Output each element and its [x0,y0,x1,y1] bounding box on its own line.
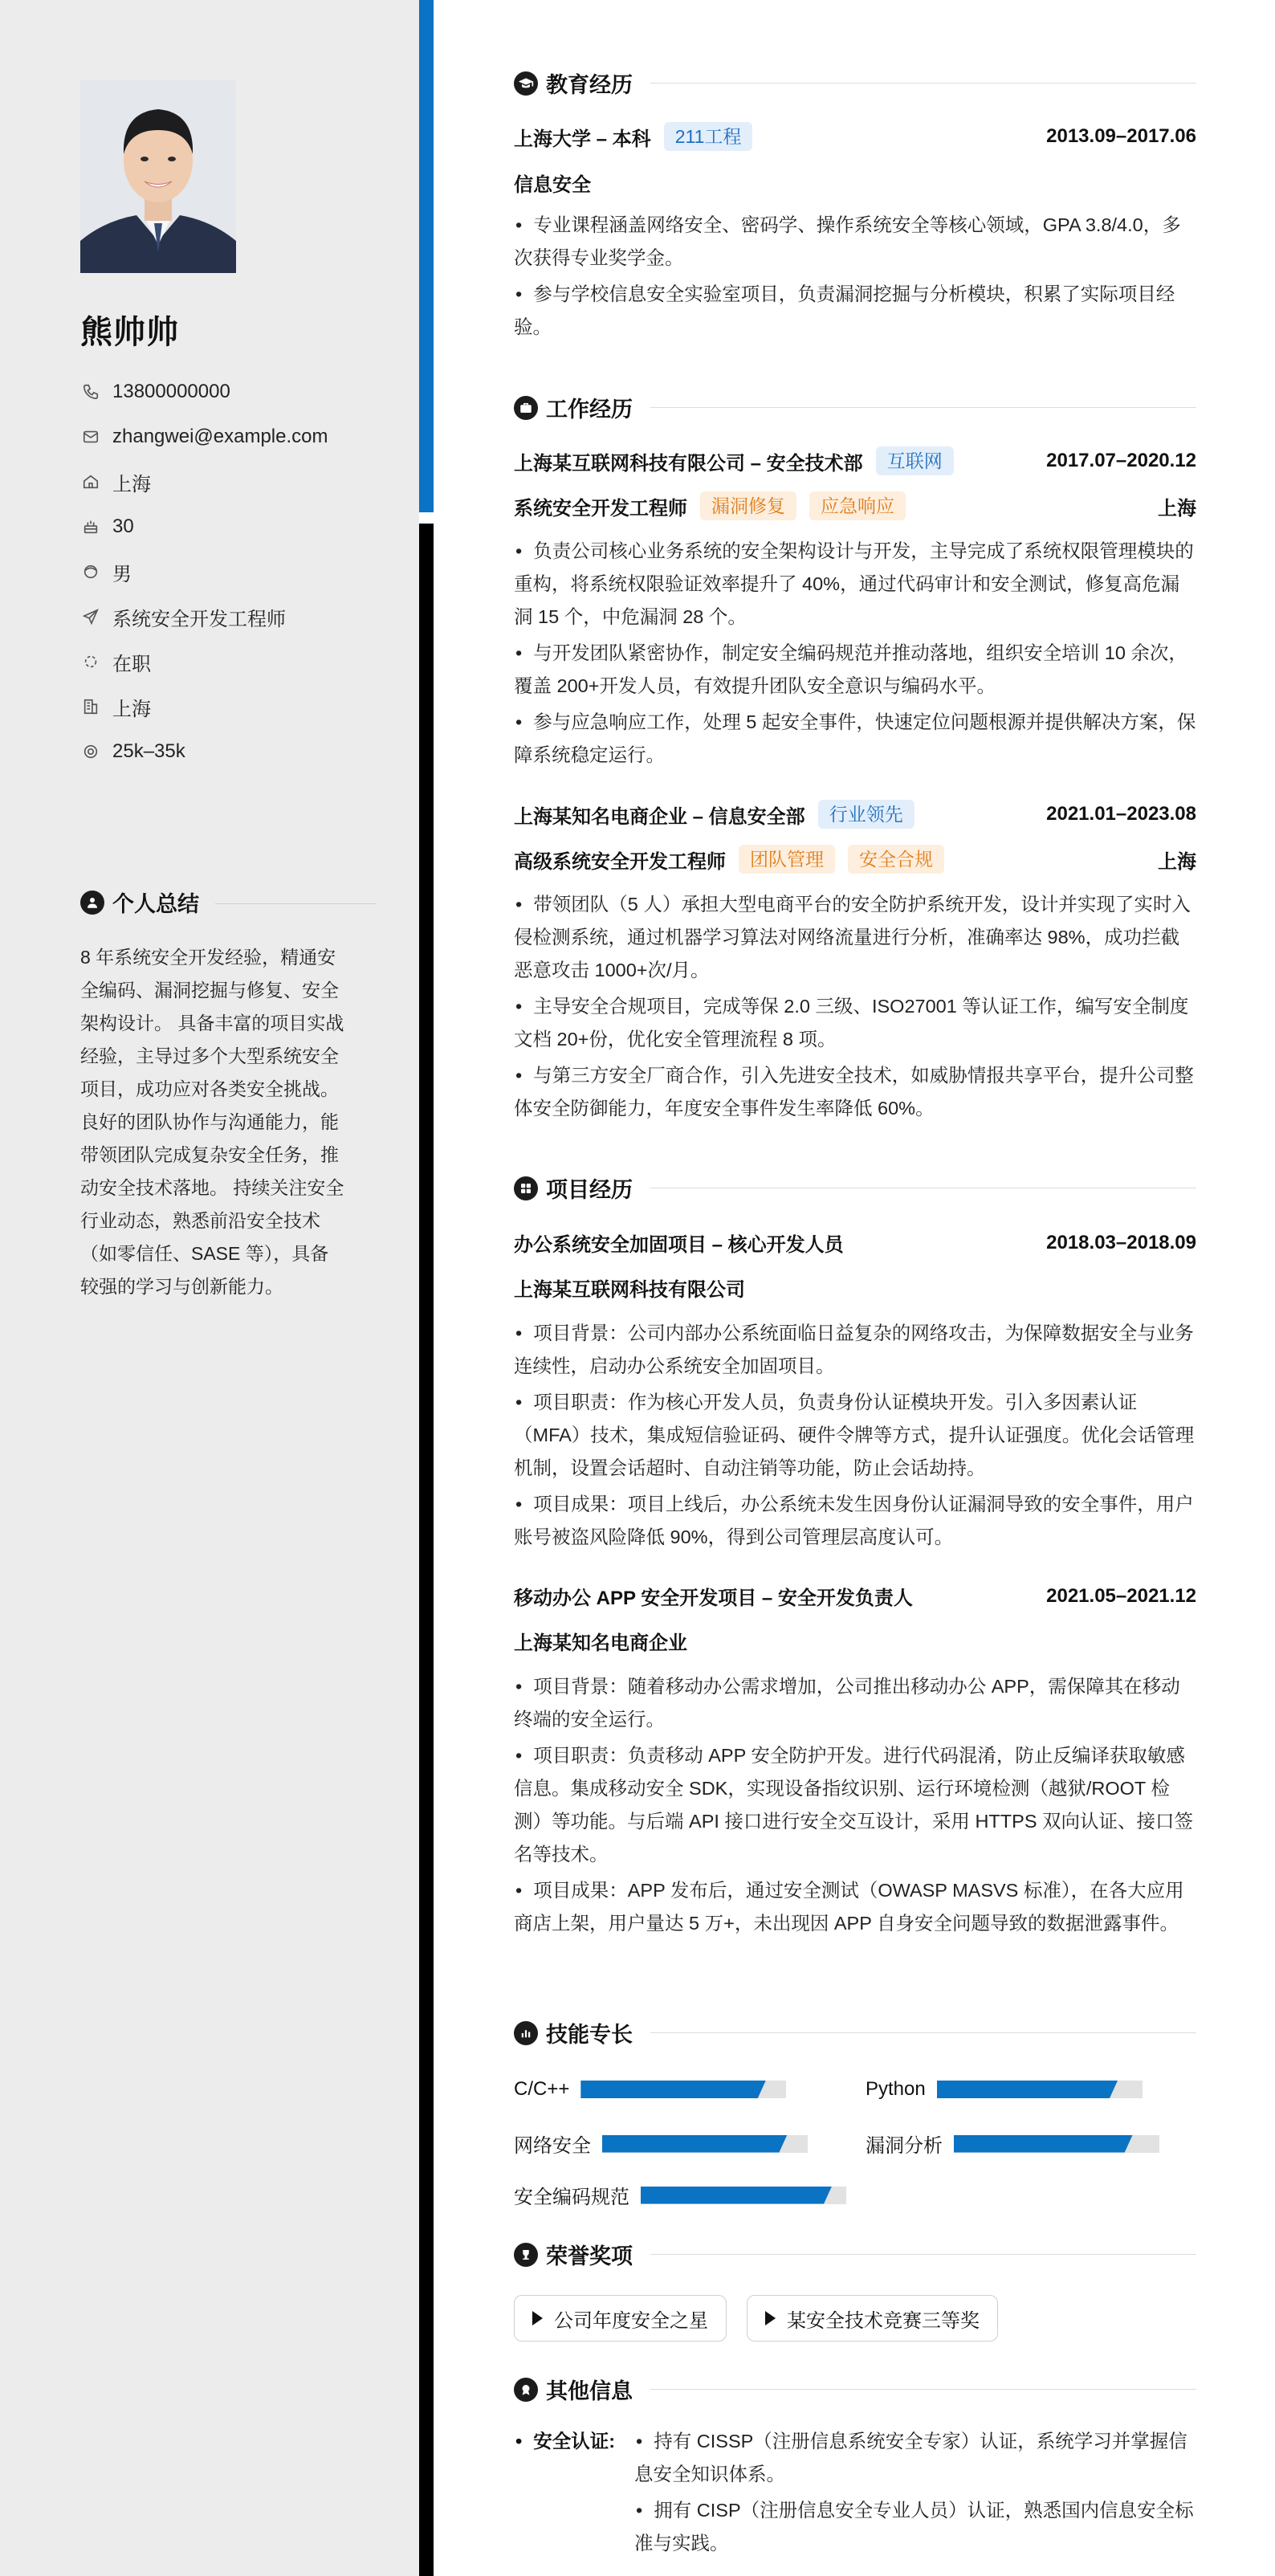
summary-divider [215,903,376,904]
chart-icon [514,2021,538,2045]
company-tag: 互联网 [876,446,954,475]
skill-item [514,2078,786,2101]
info-age [80,504,401,549]
skill-bar [641,2187,846,2204]
skill-name: 网络安全 [514,2135,591,2157]
list-item: • 专业课程涵盖网络安全、密码学、操作系统安全等核心领域，GPA 3.8/4.0，多次获得专业奖学金。 [514,209,1196,275]
role-tag: 应急响应 [809,491,906,520]
project-period: 2018.03–2018.09 [1046,1231,1196,1253]
skills-heading [514,2017,1196,2048]
skill-bar-fill [602,2135,787,2153]
education-bullets [514,209,1196,347]
skill-bar [580,2081,786,2098]
school-name: 上海大学 – 本科 [514,128,651,150]
list-item: • 主导安全合规项目，完成等保 2.0 三级、ISO27001 等认证工作，编写安全制度文档 20+份，优化安全管理流程 8 项。 [514,990,1196,1056]
dark-divider [419,524,434,2576]
phone-text: 13800000000 [112,381,230,402]
list-item: • 项目成果：APP 发布后，通过安全测试（OWASP MASVS 标准），在各大应用商店上架，用户量达 5 万+，未出现因 APP 自身安全问题导致的数据泄露事件。 [514,1874,1196,1940]
list-item: • 与第三方安全厂商合作，引入先进安全技术，如威胁情报共享平台，提升公司整体安全防御能力，年度安全事件发生率降低 60%。 [514,1059,1196,1125]
job-location: 上海 [1158,497,1196,520]
education-row [514,122,1196,151]
job-period: 2021.01–2023.08 [1046,803,1196,825]
other-heading [514,2374,1196,2405]
list-item: • 带领团队（5 人）承担大型电商平台的安全防护系统开发，设计并实现了实时入侵检测系统，通过机器学习算法对网络流量进行分析，准确率达 98%，成功拦截恶意攻击 1000+次/月。 [514,888,1196,987]
list-item: • 参与应急响应工作，处理 5 起安全事件，快速定位问题根源并提供解决方案，保障系统稳定运行。 [514,706,1196,772]
send-icon [80,606,101,627]
work-heading [514,392,1196,423]
user-icon [80,891,104,915]
job-company: 上海某互联网科技有限公司 – 安全技术部 [514,452,863,475]
section-divider [650,2389,1196,2390]
skill-name: 漏洞分析 [866,2135,943,2157]
education-period: 2013.09–2017.06 [1046,125,1196,147]
position-text: 系统安全开发工程师 [112,608,286,630]
major-row [514,169,1196,197]
list-item: • 参与学校信息安全实验室项目，负责漏洞挖掘与分析模块，积累了实际项目经验。 [514,278,1196,344]
section-divider [650,2032,1196,2033]
project-name: 办公系统安全加固项目 – 核心开发人员 [514,1234,844,1256]
skill-bar [937,2081,1143,2098]
accent-divider [419,0,434,512]
education-heading [514,67,1196,99]
project-bullets [514,1670,1196,1943]
role-tag: 团队管理 [739,845,835,874]
award-label: 某安全技术竞赛三等奖 [787,2309,980,2332]
skill-bar-fill [580,2081,765,2098]
mail-icon [80,426,101,447]
skill-bar-fill [954,2135,1133,2153]
play-icon [532,2311,543,2325]
project-period: 2021.05–2021.12 [1046,1584,1196,1607]
education-title: 教育经历 [546,73,633,97]
job-role-row [514,491,1196,520]
list-item: • 项目背景：随着移动办公需求增加，公司推出移动办公 APP，需保障其在移动终端的安全运行。 [514,1670,1196,1736]
skills-title: 技能专长 [546,2023,633,2047]
list-item: • 拥有 CISP（注册信息安全专业人员）认证，熟悉国内信息安全标准与实践。 [634,2494,1196,2560]
skill-bar [954,2135,1159,2153]
job-bullets [514,535,1196,775]
award-chip [514,2295,727,2342]
info-gender [80,549,401,594]
project-org-row [514,1627,1196,1655]
info-position [80,594,401,639]
home-icon [80,471,101,492]
info-status [80,639,401,684]
candidate-name: 熊帅帅 [80,315,179,350]
skill-name: 安全编码规范 [514,2187,629,2208]
company-tag: 行业领先 [818,800,914,829]
contact-info-list [80,369,401,774]
award-label: 公司年度安全之星 [554,2309,708,2332]
skill-item [866,2078,1143,2101]
gender-text: 男 [112,563,132,585]
job-row [514,800,1196,829]
summary-text: 8 年系统安全开发经验，精通安全编码、漏洞挖掘与修复、安全架构设计。 具备丰富的项目实战经验，主导过多个大型系统安全项目，成功应对各类安全挑战。 良好的团队协作与沟通能力，能带领团队完成复杂安全任务，推动安全技术落地。 持续关注安全行业动态，熟悉前沿安全技术（如零信任、SASE 等），具备较强的学习与创新能力。 [80,947,344,1297]
phone-icon [80,381,101,402]
project-name: 移动办公 APP 安全开发项目 – 安全开发负责人 [514,1588,913,1609]
job-period: 2017.07–2020.12 [1046,450,1196,471]
list-item: • 项目成果：项目上线后，办公系统未发生因身份认证漏洞导致的安全事件，用户账号被盗风险降低 90%，得到公司管理层高度认可。 [514,1488,1196,1554]
role-tag: 漏洞修复 [700,491,796,520]
job-role: 系统安全开发工程师 [514,497,687,520]
section-divider [650,2254,1196,2255]
award-chip [747,2295,998,2342]
skill-bar-fill [937,2081,1118,2098]
list-item: • 项目职责：作为核心开发人员，负责身份认证模块开发。引入多因素认证（MFA）技术，集成短信验证码、硬件令牌等方式，提升认证强度。优化会话管理机制，设置会话超时、自动注销等功能，防止会话劫持。 [514,1386,1196,1485]
certification-list [634,2425,1196,2563]
job-role: 高级系统安全开发工程师 [514,850,726,873]
other-title: 其他信息 [546,2379,633,2403]
skill-item [514,2130,808,2158]
info-city [80,684,401,729]
list-item: • 持有 CISSP（注册信息系统安全专家）认证，系统学习并掌握信息安全知识体系。 [634,2425,1196,2491]
grid-icon [514,1176,538,1200]
list-item: • 与开发团队紧密协作，制定安全编码规范并推动落地，组织安全培训 10 余次，覆盖 200+开发人员，有效提升团队安全意识与编码水平。 [514,637,1196,703]
badge-icon [514,2378,538,2402]
graduation-cap-icon [514,71,538,96]
info-email [80,414,401,459]
coin-icon [80,741,101,762]
skill-name: Python [866,2078,926,2100]
projects-title: 项目经历 [546,1178,633,1202]
section-divider [650,83,1196,84]
email-text: zhangwei@example.com [112,426,328,447]
job-role-row [514,845,1196,874]
job-location: 上海 [1158,850,1196,873]
job-row [514,446,1196,475]
portrait-image [80,80,236,273]
skill-bar-fill [641,2187,832,2204]
list-item: • 负责公司核心业务系统的安全架构设计与开发，主导完成了系统权限管理模块的重构，将系统权限验证效率提升了 40%，通过代码审计和安全测试，修复高危漏洞 15 个，中危漏洞 28 个。 [514,535,1196,634]
project-org-row [514,1274,1196,1302]
certification-label: • 安全认证: [514,2425,615,2458]
skill-name: C/C++ [514,2078,570,2100]
project-row [514,1229,1196,1257]
awards-title: 荣誉奖项 [546,2244,633,2268]
gender-icon [80,561,101,582]
section-divider [650,407,1196,408]
project-row [514,1582,1196,1610]
status-icon [80,651,101,672]
awards-heading [514,2239,1196,2270]
project-org: 上海某互联网科技有限公司 [514,1279,745,1301]
info-location [80,459,401,504]
info-salary [80,729,401,774]
skill-item [514,2181,846,2209]
major-name: 信息安全 [514,174,591,196]
list-item: • 项目背景：公司内部办公系统面临日益复杂的网络攻击，为保障数据安全与业务连续性，启动办公系统安全加固项目。 [514,1317,1196,1383]
status-text: 在职 [112,653,151,675]
job-bullets [514,888,1196,1128]
cake-icon [80,516,101,537]
info-phone [80,369,401,414]
city-text: 上海 [112,698,151,720]
projects-heading [514,1172,1196,1204]
work-title: 工作经历 [546,397,633,422]
job-company: 上海某知名电商企业 – 信息安全部 [514,805,805,828]
salary-text: 25k–35k [112,740,185,762]
location-text: 上海 [112,473,151,495]
summary-title: 个人总结 [112,892,199,916]
project-bullets [514,1317,1196,1557]
profile-photo [80,80,236,273]
role-tag: 安全合规 [848,845,944,874]
building-icon [80,696,101,717]
skill-item [866,2130,1159,2158]
list-item: • 项目职责：负责移动 APP 安全防护开发。进行代码混淆，防止反编译获取敏感信息。集成移动安全 SDK，实现设备指纹识别、运行环境检测（越狱/ROOT 检测）等功能。与后端 API 接口进行安全交互设计，采用 HTTPS 双向认证、接口签名等技术。 [514,1739,1196,1871]
briefcase-icon [514,396,538,420]
trophy-icon [514,2243,538,2267]
play-icon [765,2311,776,2325]
project-org: 上海某知名电商企业 [514,1632,687,1654]
summary-heading [80,887,199,918]
school-tag: 211工程 [664,122,753,151]
age-text: 30 [112,516,134,537]
skill-bar [602,2135,808,2153]
